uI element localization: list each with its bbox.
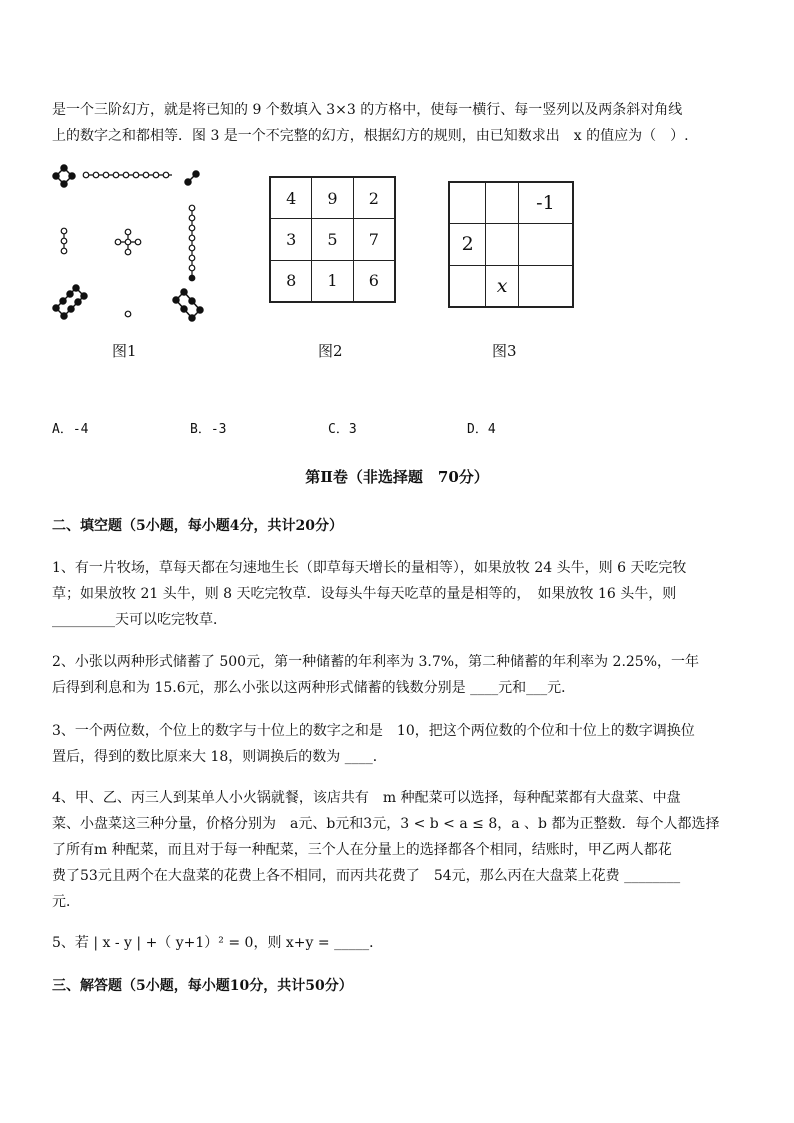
figure-3-caption: 图3 bbox=[492, 342, 517, 360]
q2-line-2: 后得到利息和为 15.6元，那么小张以这两种形式储蓄的钱数分别是 ____元和___元． bbox=[52, 680, 576, 696]
q3-line-1: 3、一个两位数，个位上的数字与十位上的数字之和是 10，把这个两位数的个位和十位上的数字调换位 bbox=[52, 723, 695, 739]
option-a[interactable]: A．-4 bbox=[52, 422, 89, 437]
q4-line-3: 了所有m 种配菜，而且对于每一种配菜，三个人在分量上的选择都各个相同，结账时，甲乙两人都花 bbox=[52, 842, 672, 858]
q4-line-1: 4、甲、乙、丙三人到某单人小火锅就餐，该店共有 m 种配菜可以选择，每种配菜都有大盘菜、中盘 bbox=[52, 790, 681, 806]
figure-2-magic-square bbox=[269, 176, 396, 303]
figure-1-caption: 图1 bbox=[112, 342, 137, 360]
q5-line-1: 5、若 | x - y | +（ y+1）² = 0，则 x+y = _____． bbox=[52, 935, 384, 951]
grid-cell bbox=[450, 183, 486, 224]
q2-line-1: 2、小张以两种形式储蓄了 500元，第一种储蓄的年利率为 3.7%，第二种储蓄的年利率为 2.25%，一年 bbox=[52, 654, 700, 670]
figure-3-magic-square bbox=[448, 181, 574, 308]
part-2-title: 第Ⅱ卷（非选择题 70分） bbox=[305, 468, 489, 486]
section-3-title: 三、解答题（5小题，每小题10分，共计50分） bbox=[52, 978, 353, 994]
option-c[interactable]: C．3 bbox=[328, 422, 357, 437]
grid-cell: 9 bbox=[312, 178, 353, 219]
grid-cell: 7 bbox=[353, 219, 394, 260]
q4-line-4: 费了53元且两个在大盘菜的花费上各不相同，而丙共花费了 54元，那么丙在大盘菜上花费 ________ bbox=[52, 868, 681, 884]
grid-cell: 6 bbox=[353, 260, 394, 301]
grid-cell: -1 bbox=[518, 183, 572, 224]
grid-cell: x bbox=[486, 265, 519, 306]
figure-1-drawing bbox=[50, 160, 210, 330]
q1-line-2: 草；如果放牧 21 头牛，则 8 天吃完牧草．设每头牛每天吃草的量是相等的， 如果放牧 16 头牛，则 bbox=[52, 586, 677, 602]
grid-cell: 2 bbox=[353, 178, 394, 219]
grid-cell: 8 bbox=[271, 260, 312, 301]
grid-cell: 5 bbox=[312, 219, 353, 260]
q4-line-5: 元． bbox=[52, 894, 80, 910]
grid-cell bbox=[486, 224, 519, 265]
q4-line-2: 菜、小盘菜这三种分量，价格分别为 a元、b元和3元，3 < b < a ≤ 8，a 、b 都为正整数．每个人都选择 bbox=[52, 816, 720, 832]
q1-line-3: _________天可以吃完牧草． bbox=[52, 612, 227, 628]
grid-cell: 3 bbox=[271, 219, 312, 260]
option-d[interactable]: D．4 bbox=[467, 422, 496, 437]
grid-cell bbox=[450, 265, 486, 306]
grid-cell: 2 bbox=[450, 224, 486, 265]
intro-line-1: 是一个三阶幻方，就是将已知的 9 个数填入 3×3 的方格中，使每一横行、每一竖列以及两条斜对角线 bbox=[52, 102, 683, 118]
grid-cell bbox=[518, 224, 572, 265]
grid-cell: 1 bbox=[312, 260, 353, 301]
grid-cell: 4 bbox=[271, 178, 312, 219]
intro-line-2: 上的数字之和都相等．图 3 是一个不完整的幻方，根据幻方的规则，由已知数求出 x 的值应为（ ）. bbox=[52, 128, 689, 144]
grid-cell bbox=[486, 183, 519, 224]
q3-line-2: 置后，得到的数比原来大 18，则调换后的数为 ____． bbox=[52, 749, 387, 765]
option-b[interactable]: B．-3 bbox=[190, 422, 227, 437]
q1-line-1: 1、有一片牧场，草每天都在匀速地生长（即草每天增长的量相等），如果放牧 24 头牛，则 6 天吃完牧 bbox=[52, 560, 687, 576]
grid-cell bbox=[518, 265, 572, 306]
figure-2-caption: 图2 bbox=[318, 342, 343, 360]
section-2-title: 二、填空题（5小题，每小题4分，共计20分） bbox=[52, 518, 343, 534]
